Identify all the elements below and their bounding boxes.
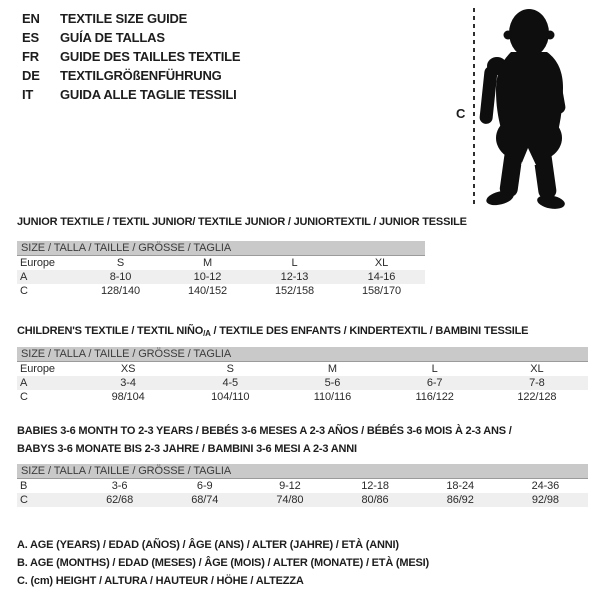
table-row — [17, 376, 588, 390]
cell: 8-10 — [109, 271, 132, 283]
row-label: Europe — [20, 363, 55, 375]
cell: 140/152 — [187, 285, 228, 297]
cell: 18-24 — [446, 480, 475, 492]
lang-row-fr — [22, 47, 240, 66]
cell: 14-16 — [367, 271, 396, 283]
cell: 24-36 — [531, 480, 560, 492]
cell: 116/122 — [415, 391, 454, 403]
cell: 92/98 — [531, 494, 559, 506]
row-label: Europe — [20, 257, 55, 269]
cell: L — [431, 363, 438, 375]
table-row — [17, 493, 588, 507]
cell: 9-12 — [279, 480, 301, 492]
cell: 3-4 — [120, 377, 136, 389]
cell: 10-12 — [193, 271, 222, 283]
height-measure-label: C — [456, 106, 466, 121]
cell: 110/116 — [313, 391, 352, 403]
lang-label: GUIDE DES TAILLES TEXTILE — [60, 49, 241, 64]
cell: 152/158 — [274, 285, 315, 297]
row-label: C — [20, 494, 28, 506]
row-label: C — [20, 285, 28, 297]
size-header-bar: SIZE / TALLA / TAILLE / GRÖSSE / TAGLIA — [17, 464, 588, 479]
size-header-bar: SIZE / TALLA / TAILLE / GRÖSSE / TAGLIA — [17, 241, 425, 256]
legend-notes — [17, 536, 429, 590]
title-part: CHILDREN'S TEXTILE / TEXTIL NIÑO — [17, 325, 204, 337]
lang-label: TEXTILE SIZE GUIDE — [60, 11, 188, 26]
table-row — [17, 390, 588, 404]
cell: 6-9 — [196, 480, 213, 492]
cell: M — [202, 257, 213, 269]
cell: XL — [530, 363, 544, 375]
language-legend — [22, 9, 240, 104]
cell: M — [327, 363, 337, 375]
title-subscript: /A — [203, 329, 211, 338]
cell: 7-8 — [529, 377, 545, 389]
lang-code: DE — [22, 68, 40, 83]
lang-label: GUÍA DE TALLAS — [60, 30, 165, 45]
lang-code: EN — [22, 11, 40, 26]
cell: 3-6 — [111, 480, 128, 492]
cell: 80/86 — [361, 494, 389, 506]
section-title-babies — [17, 422, 512, 458]
title-line-2: BABYS 3-6 MONATE BIS 2-3 JAHRE / BAMBINI 3-6 MESI A 2-3 ANNI — [17, 443, 357, 455]
cell: 128/140 — [100, 285, 141, 297]
row-label: A — [20, 377, 28, 389]
cell: L — [291, 257, 298, 269]
cell: XS — [120, 363, 136, 375]
title-part: / TEXTILE DES ENFANTS / KINDERTEXTIL / BAMBINI TESSILE — [210, 325, 529, 337]
section-title-children — [17, 322, 528, 343]
table-row — [17, 270, 425, 284]
cell: 6-7 — [426, 377, 443, 389]
cell: 62/68 — [106, 494, 134, 506]
section-title-junior: JUNIOR TEXTILE / TEXTIL JUNIOR/ TEXTILE JUNIOR / JUNIORTEXTIL / JUNIOR TESSILE — [17, 216, 467, 228]
cell: 4-5 — [222, 377, 239, 389]
cell: 12-18 — [361, 480, 389, 492]
baby-silhouette-icon — [479, 4, 579, 210]
lang-row-en — [22, 9, 240, 28]
row-label: A — [20, 271, 28, 283]
cell: XL — [374, 257, 389, 269]
lang-row-it — [22, 85, 240, 104]
babies-size-table — [17, 464, 588, 507]
lang-label: GUIDA ALLE TAGLIE TESSILI — [60, 87, 237, 102]
table-row — [17, 284, 425, 298]
note-c: C. (cm) HEIGHT / ALTURA / HAUTEUR / HÖHE / ALTEZZA — [17, 575, 304, 587]
cell: S — [226, 363, 234, 375]
children-size-table — [17, 347, 588, 404]
row-label: C — [20, 391, 28, 403]
lang-code: FR — [22, 49, 39, 64]
cell: 86/92 — [446, 494, 474, 506]
lang-code: IT — [22, 87, 34, 102]
lang-row-es — [22, 28, 240, 47]
cell: 74/80 — [276, 494, 304, 506]
lang-row-de — [22, 66, 240, 85]
cell: 68/74 — [191, 494, 219, 506]
height-measure-dashed-line — [473, 8, 475, 208]
title-line-1: BABIES 3-6 MONTH TO 2-3 YEARS / BEBÉS 3-6 MESES A 2-3 AÑOS / BÉBÉS 3-6 MOIS À 2-3 ANS / — [17, 425, 512, 437]
junior-size-table — [17, 241, 425, 298]
cell: 12-13 — [280, 271, 309, 283]
note-b: B. AGE (MONTHS) / EDAD (MESES) / ÂGE (MOIS) / ALTER (MONATE) / ETÀ (MESI) — [17, 557, 429, 569]
cell: 158/170 — [361, 285, 402, 297]
cell: 98/104 — [111, 391, 145, 403]
note-a: A. AGE (YEARS) / EDAD (AÑOS) / ÂGE (ANS) / ALTER (JAHRE) / ETÀ (ANNI) — [17, 539, 399, 551]
lang-label: TEXTILGRÖßENFÜHRUNG — [60, 68, 222, 83]
lang-code: ES — [22, 30, 39, 45]
cell: 104/110 — [211, 391, 250, 403]
cell: S — [116, 257, 125, 269]
table-row — [17, 256, 425, 271]
table-row — [17, 362, 588, 377]
table-row — [17, 479, 588, 494]
cell: 5-6 — [324, 377, 341, 389]
size-header-bar: SIZE / TALLA / TAILLE / GRÖSSE / TAGLIA — [17, 347, 588, 362]
cell: 122/128 — [517, 391, 557, 403]
row-label: B — [20, 480, 28, 492]
